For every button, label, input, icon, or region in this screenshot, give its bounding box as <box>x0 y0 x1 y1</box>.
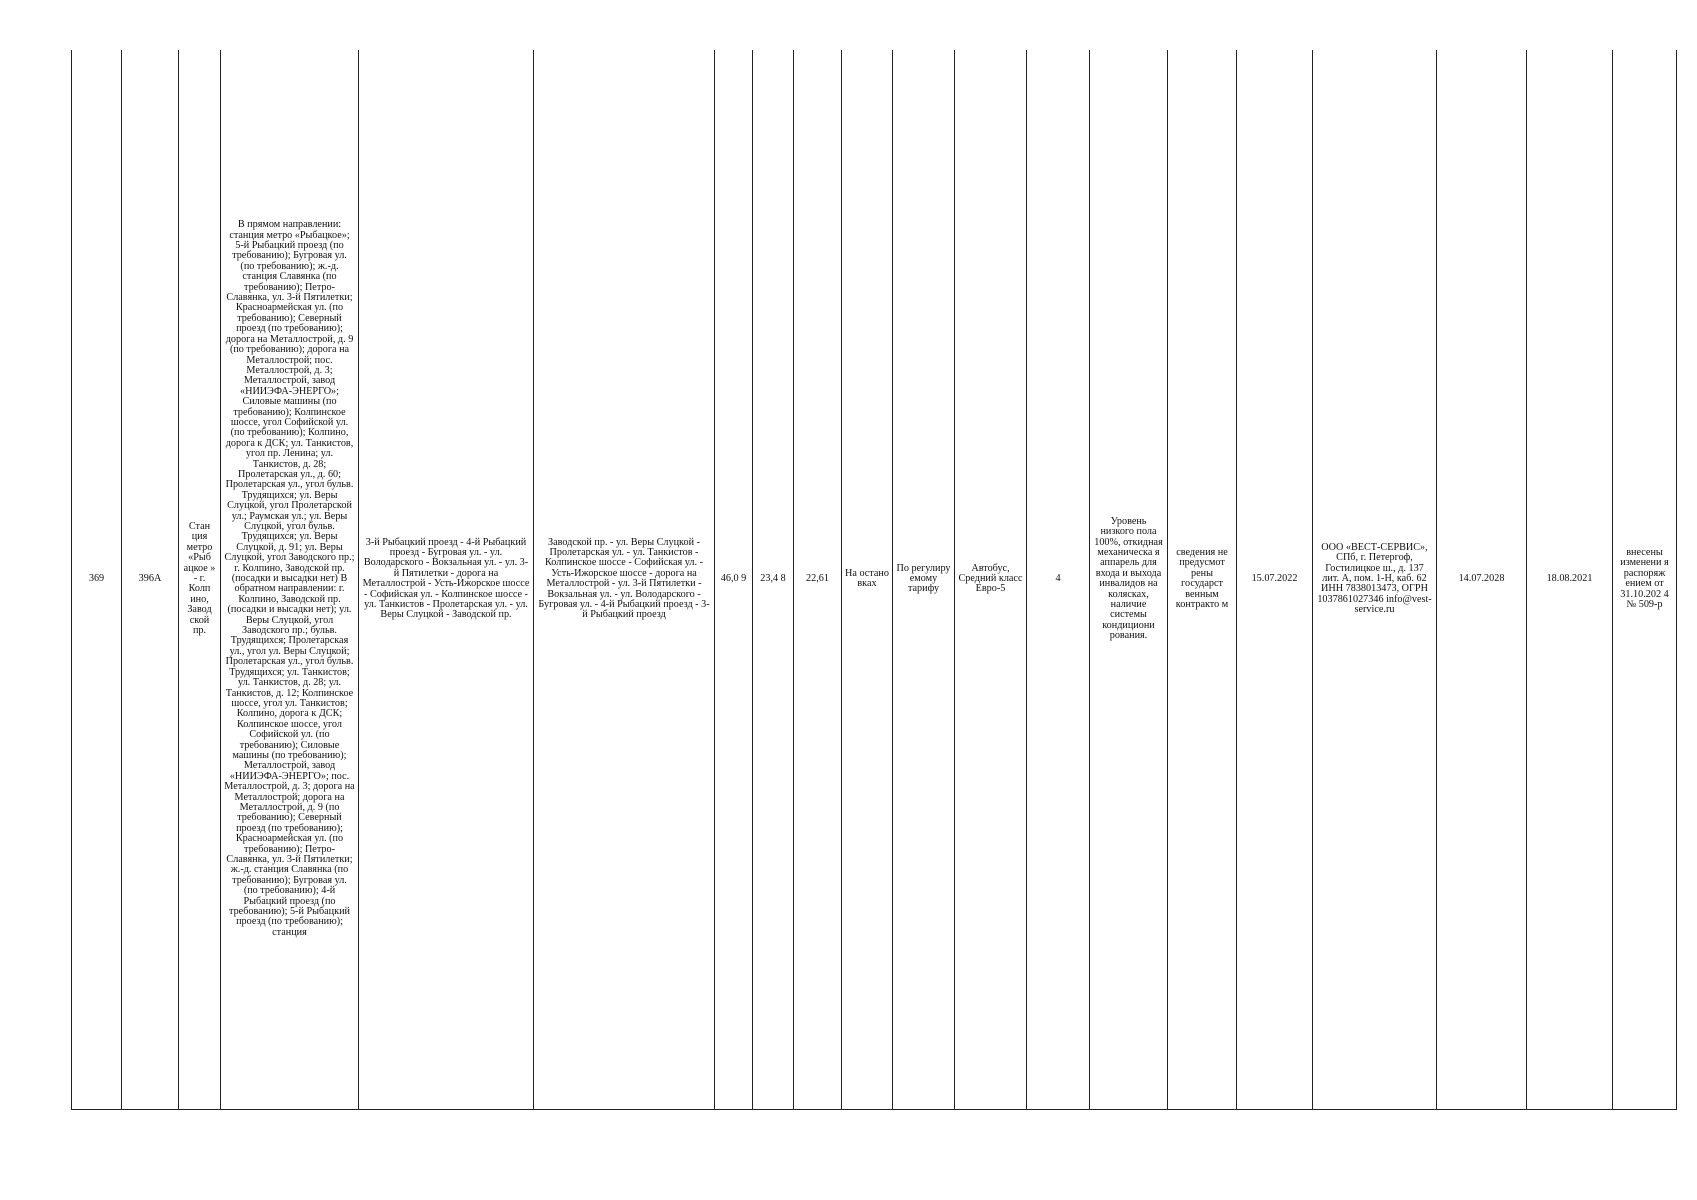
vehicle-count-cell: 4 <box>1027 50 1090 1109</box>
vehicle-characteristics-cell: Уровень низкого пола 100%, откидная механическа я аппарель для входа и выхода инвалидов на колясках, наличие системы кондициони рования. <box>1090 50 1168 1109</box>
tariff-cell: По регулиру емому тарифу <box>893 50 955 1109</box>
vehicle-type-cell: Автобус, Средний класс Евро-5 <box>955 50 1027 1109</box>
end-date-cell: 14.07.2028 <box>1437 50 1527 1109</box>
streets-forward-cell: 3-й Рыбацкий проезд - 4-й Рыбацкий проезд - Бугровая ул. - ул. Володарского - Вокзальная ул. - ул. 3-й Пятилетки - дорога на Металлострой - Усть-Ижорское шоссе - Софийская ул. - Колпинское шоссе - ул. Танкистов - Пролетарская ул. - ул. Веры Слуцкой - Заводской пр. <box>359 50 534 1109</box>
length-backward-cell: 23,4 8 <box>753 50 794 1109</box>
length-total-cell: 22,61 <box>794 50 842 1109</box>
table-row <box>72 50 1677 1109</box>
route-registry-table <box>71 50 1677 1110</box>
registration-number-cell: 369 <box>72 50 122 1109</box>
carrier-cell: ООО «ВЕСТ-СЕРВИС», СПб, г. Петергоф, Гостилицкое ш., д. 137 лит. А, пом. 1-Н, каб. 62 ИНН 7838013473, ОГРН 1037861027346 info@vest-service.ru <box>1313 50 1437 1109</box>
route-number-cell: 396А <box>122 50 179 1109</box>
route-name-cell: Стан ция метро «Рыб ацкое » - г. Колп ино, Завод ской пр. <box>179 50 221 1109</box>
length-forward-cell: 46,0 9 <box>715 50 753 1109</box>
streets-backward-cell: Заводской пр. - ул. Веры Слуцкой - Пролетарская ул. - ул. Танкистов - Колпинское шоссе - Софийская ул. - Усть-Ижорское шоссе - дорога на Металлострой - ул. 3-й Пятилетки - Вокзальная ул. - ул. Володарского - Бугровая ул. - 4-й Рыбацкий проезд - 3-й Рыбацкий проезд <box>534 50 715 1109</box>
stops-cell: В прямом направлении: станция метро «Рыбацкое»; 5-й Рыбацкий проезд (по требованию); Бугровая ул. (по требованию); ж.-д. станция Славянка (по требованию); Петро-Славянка, ул. 3-й Пятилетки; Красноармейская ул. (по требованию); Северный проезд (по требованию); дорога на Металлострой, д. 9 (по требованию); дорога на Металлострой; пос. Металлострой, д. 3; Металлострой, завод «НИИЭФА-ЭНЕРГО»; Силовые машины (по требованию); Колпинское шоссе, угол Софийской ул. (по требованию); Колпино, дорога к ДСК; ул. Танкистов, угол пр. Ленина; ул. Танкистов, д. 28; Пролетарская ул., д. 60; Пролетарская ул., угол бульв. Трудящихся; ул. Веры Слуцкой, угол Пролетарской ул.; Раумская ул.; ул. Веры Слуцкой, угол бульв. Трудящихся; ул. Веры Слуцкой, д. 91; ул. Веры Слуцкой, угол Заводского пр.; г. Колпино, Заводской пр. (посадки и высадки нет) В обратном направлении: г. Колпино, Заводской пр. (посадки и высадки нет); ул. Веры Слуцкой, угол Заводского пр.; бульв. Трудящихся; Пролетарская ул., угол ул. Веры Слуцкой; Пролетарская ул., угол бульв. Трудящихся; ул. Танкистов; ул. Танкистов, д. 28; ул. Танкистов, д. 12; Колпинское шоссе, угол ул. Танкистов; Колпино, дорога к ДСК; Колпинское шоссе, угол Софийской ул. (по требованию); Силовые машины (по требованию); Металлострой, завод «НИИЭФА-ЭНЕРГО»; пос. Металлострой, д. 3; дорога на Металлострой; дорога на Металлострой, д. 9 (по требованию); Северный проезд (по требованию); Красноармейская ул. (по требованию); Петро-Славянка, ул. 3-й Пятилетки; ж.-д. станция Славянка (по требованию); Бугровая ул. (по требованию); 4-й Рыбацкий проезд (по требованию); 5-й Рыбацкий проезд (по требованию); станция <box>221 50 359 1109</box>
boarding-order-cell: На остано вках <box>842 50 893 1109</box>
start-date-cell: 15.07.2022 <box>1237 50 1313 1109</box>
notes-cell: внесены изменени я распоряж ением от 31.10.202 4 № 509-р <box>1613 50 1677 1109</box>
contract-info-cell: сведения не предусмот рены государст венным контракто м <box>1168 50 1237 1109</box>
date-changed-cell: 18.08.2021 <box>1527 50 1613 1109</box>
